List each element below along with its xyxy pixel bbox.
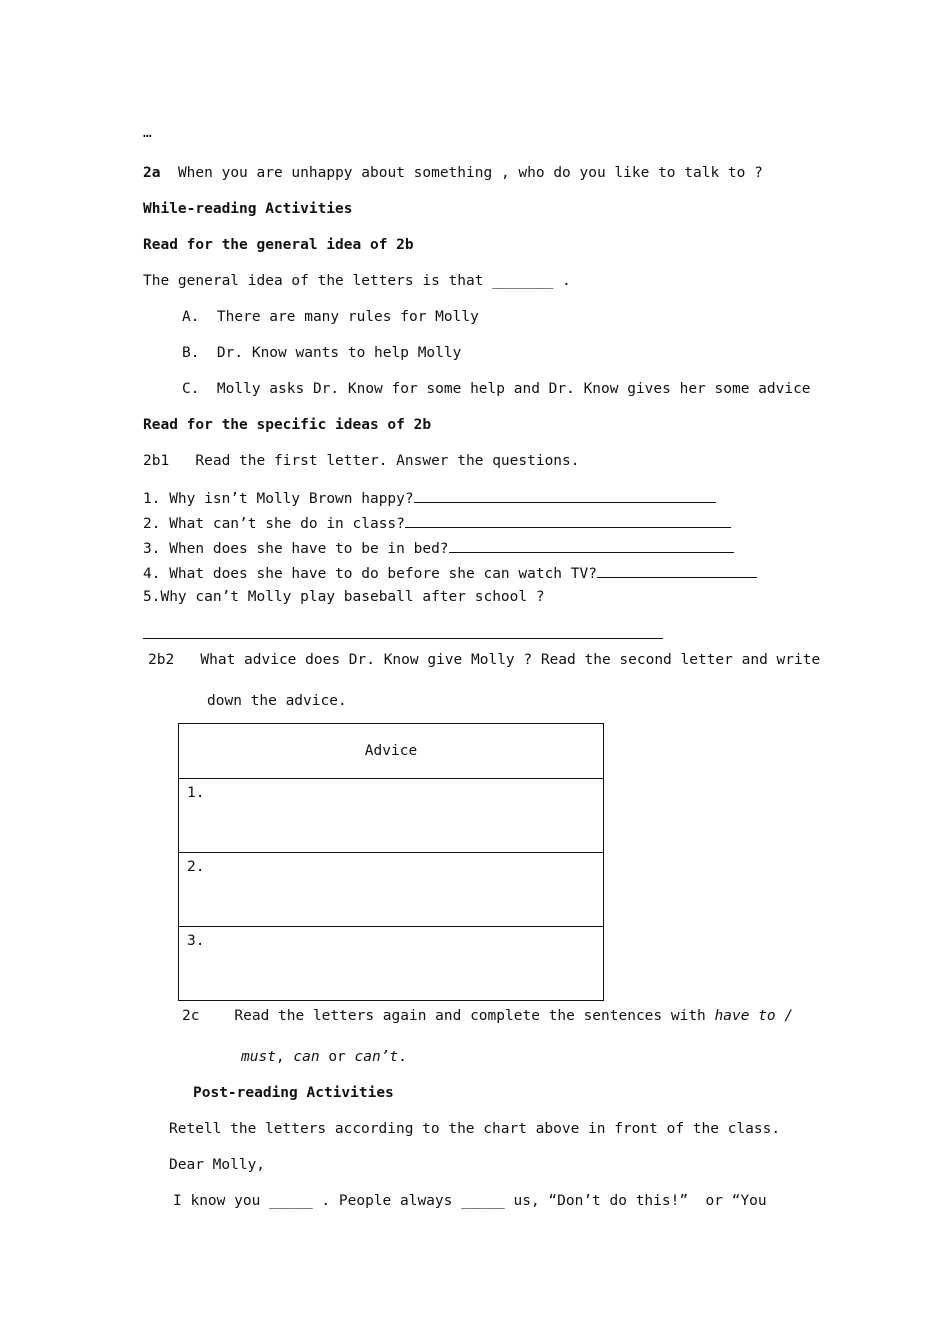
2c-word-cant: can’t <box>354 1049 399 1065</box>
option-c: C. Molly asks Dr. Know for some help and Dr. Know gives her some advice <box>182 381 811 397</box>
advice-row-2[interactable] <box>179 853 604 927</box>
general-question-end: . <box>553 273 571 289</box>
answer-line[interactable] <box>597 563 757 578</box>
answer-line[interactable] <box>414 488 716 503</box>
option-b: B. Dr. Know wants to help Molly <box>182 345 462 361</box>
advice-table-header: Advice <box>179 724 604 779</box>
ellipsis: … <box>143 125 152 141</box>
general-idea-question <box>143 272 571 290</box>
advice-row-number: 3. <box>187 933 205 949</box>
question-1: 1. Why isn’t Molly Brown happy? <box>143 488 716 508</box>
retell-instruction: Retell the letters according to the chart above in front of the class. <box>169 1121 781 1137</box>
2b2-instruction-line1: 2b2 What advice does Dr. Know give Molly ? Read the second letter and write <box>148 652 821 668</box>
letter-blank-2[interactable]: _____ <box>461 1193 505 1209</box>
2c-word-must: must <box>241 1049 276 1065</box>
2c-word-can: can <box>293 1049 320 1065</box>
question-2a-number: 2a <box>143 165 161 181</box>
2c-words-have-to: have to / <box>714 1008 794 1024</box>
while-reading-heading: While-reading Activities <box>143 201 353 217</box>
advice-row-1[interactable] <box>179 779 604 853</box>
question-2a <box>143 164 763 182</box>
advice-row-number: 1. <box>187 785 205 801</box>
question-3: 3. When does she have to be in bed? <box>143 538 734 558</box>
answer-line[interactable] <box>449 538 734 553</box>
question-2: 2. What can’t she do in class? <box>143 513 731 533</box>
letter-blank-1[interactable]: _____ <box>269 1193 313 1209</box>
question-4: 4. What does she have to do before she can watch TV? <box>143 563 757 583</box>
2b2-instruction-line2: down the advice. <box>207 693 347 709</box>
general-question-text: The general idea of the letters is that <box>143 273 493 289</box>
general-question-blank: _______ <box>492 273 554 289</box>
advice-table <box>178 723 604 1001</box>
question-5: 5.Why can’t Molly play baseball after school ? <box>143 589 545 605</box>
2b1-instruction: 2b1 Read the first letter. Answer the questions. <box>143 453 580 469</box>
2c-instruction-line1: 2c Read the letters again and complete the sentences with have to / <box>182 1008 794 1024</box>
advice-row-3[interactable] <box>179 927 604 1001</box>
letter-line: I know you _____ . People always _____ us, “Don’t do this!” or “You <box>173 1193 767 1209</box>
post-reading-heading: Post-reading Activities <box>193 1085 394 1101</box>
letter-salutation: Dear Molly, <box>169 1157 266 1173</box>
advice-row-number: 2. <box>187 859 205 875</box>
specific-ideas-heading: Read for the specific ideas of 2b <box>143 417 432 433</box>
answer-line-5[interactable] <box>143 638 663 639</box>
answer-line[interactable] <box>405 513 731 528</box>
2c-instruction-line2: must, can or can’t. <box>241 1049 407 1065</box>
general-idea-heading: Read for the general idea of 2b <box>143 237 414 253</box>
option-a: A. There are many rules for Molly <box>182 309 479 325</box>
question-2a-text: When you are unhappy about something , who do you like to talk to ? <box>177 165 763 181</box>
